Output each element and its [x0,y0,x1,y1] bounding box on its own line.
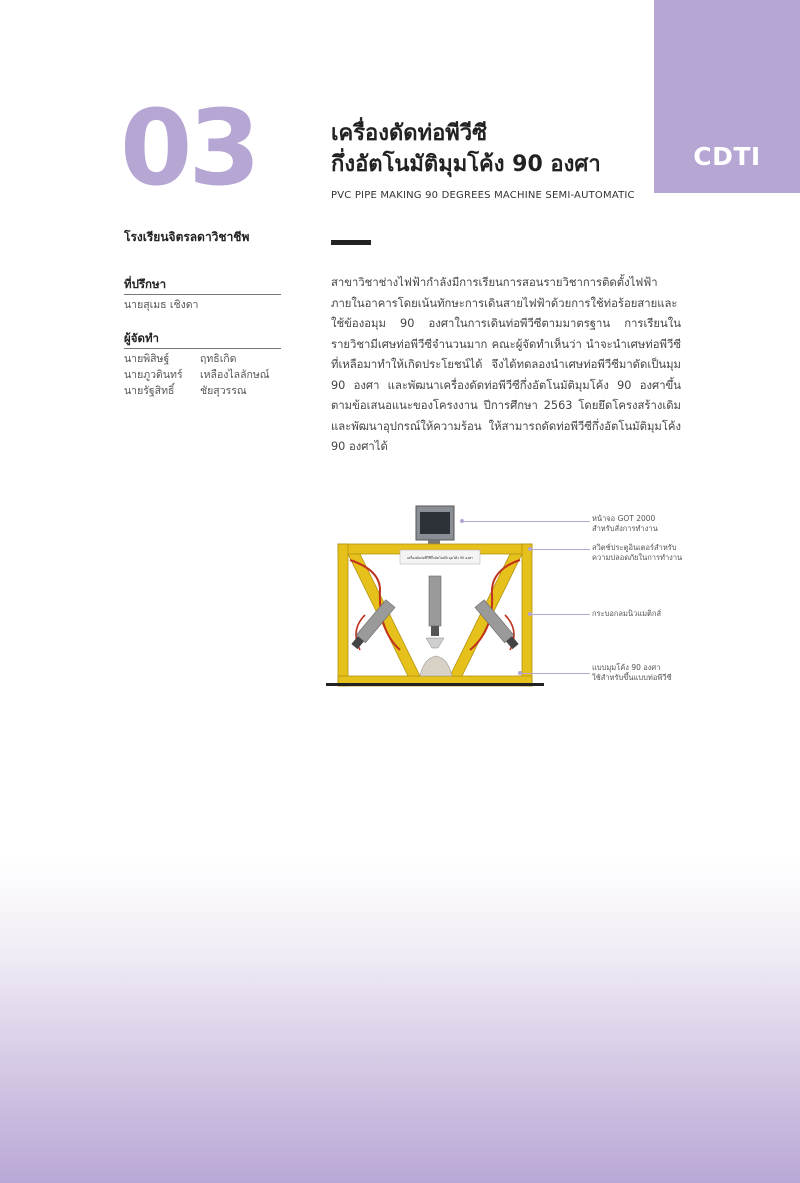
school-name: โรงเรียนจิตรลดาวิชาชีพ [124,230,250,244]
author-first-name: นายภูวดินทร์ [124,369,183,381]
callout-text: ความปลอดภัยในการทำงาน [592,553,683,562]
callout-got-screen [592,514,692,534]
machine-label: เครื่องดัดท่อพีวีซีกึ่งอัตโนมัติ มุมโค้ง 90 องศา [406,556,474,560]
authors-heading: ผู้จัดทำ [124,331,159,345]
callout-line [520,673,590,674]
callout-dot [518,671,522,675]
callout-text: หน้าจอ GOT 2000 [592,514,656,523]
corner-label: CDTI [693,142,761,171]
authors-divider [124,348,281,349]
advisor-name: นายสุเมธ เชิงดา [124,299,199,311]
callout-text: ใช้สำหรับขึ้นแบบท่อพีวีซี [592,673,672,682]
callout-text: สำหรับสั่งการทำงาน [592,524,658,533]
callout-dot [460,519,464,523]
callout-dot [528,612,532,616]
callout-door-switch [592,543,692,563]
callout-line [530,549,590,550]
machine-photo [320,500,550,695]
english-subtitle: PVC PIPE MAKING 90 DEGREES MACHINE SEMI-AUTOMATIC [331,190,635,201]
author-last-name: เหลืองไลลักษณ์ [200,369,270,381]
callout-line [530,614,590,615]
callout-text: แบบมุมโค้ง 90 องศา [592,663,661,672]
page-title [331,118,651,180]
callout-dot [528,547,532,551]
title-line-1: เครื่องดัดท่อพีวีซี [331,121,488,146]
author-last-name: ฤทธิเกิด [200,353,237,365]
author-last-name: ชัยสุวรรณ [200,385,247,397]
callout-pneumatic [592,609,692,619]
author-first-name: นายพิสิษฐ์ [124,353,170,365]
title-underline [331,240,371,245]
callout-text: สวิตช์ประตูอินเตอร์สำหรับ [592,543,677,552]
project-number: 03 [120,87,257,209]
callout-line [462,521,590,522]
callout-mold [592,663,692,683]
corner-block [654,0,800,193]
author-first-name: นายรัฐสิทธิ์ [124,385,175,397]
body-paragraph: สาขาวิชาช่างไฟฟ้ากำลังมีการเรียนการสอนรายวิชาการติดตั้งไฟฟ้าภายในอาคารโดยเน้นทักษะการเดินสายไฟฟ้าด้วยการใช้ท่อร้อยสายและใช้ข้องอมุม 90 องศาในการเดินท่อพีวีซีตามมาตรฐาน การเรียนในรายวิชามีเศษท่อพีวีซีจำนวนมาก คณะผู้จัดทำเห็นว่า นำจะนำเศษท่อพีวีซีที่เหลือมาทำให้เกิดประโยชน์ได้ จึงได้ทดลองนำเศษท่อพีวีซีมาดัดเป็นมุม 90 องศา และพัฒนาเครื่องดัดท่อพีวีซีกึ่งอัตโนมัติมุมโค้ง 90 องศาขึ้นตามข้อเสนอแนะของโครงงาน ปีการศึกษา 2563 โดยยึดโครงสร้างเดิม และพัฒนาอุปกรณ์ให้ความร้อน ให้สามารถดัดท่อพีวีซีกึ่งอัตโนมัติมุมโค้ง 90 องศาได้ [331,276,681,453]
callout-text: กระบอกลมนิวแมติกส์ [592,609,662,618]
title-line-2: กึ่งอัตโนมัติมุมโค้ง 90 องศา [331,152,601,177]
advisor-divider [124,294,281,295]
advisor-heading: ที่ปรึกษา [124,277,167,291]
